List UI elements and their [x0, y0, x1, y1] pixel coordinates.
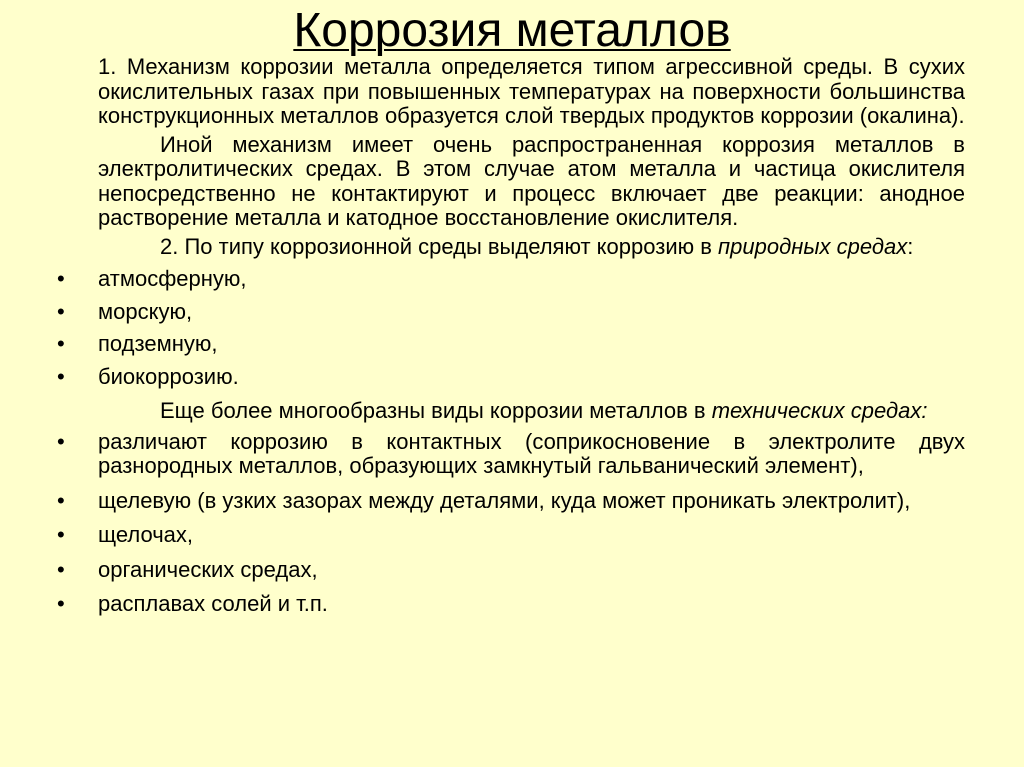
list-item-marine [55, 300, 965, 325]
paragraph-natural-media-text: 2. По типу коррозионной среды выделяют коррозию в [160, 233, 719, 259]
slide-body [55, 55, 965, 617]
list-item-molten-salts [55, 592, 965, 617]
bullet-icon: • [57, 298, 65, 324]
natural-media-term: природных средах [718, 233, 908, 259]
list-item-atmospheric [55, 267, 965, 292]
list-item-text: подземную, [98, 331, 218, 356]
bullet-icon: • [57, 522, 65, 547]
list-item-biocorrosion [55, 365, 965, 390]
list-item-text: атмосферную, [98, 266, 247, 291]
paragraph-natural-media-intro [98, 235, 965, 260]
paragraph-technical-media-intro [98, 399, 965, 424]
list-item-text: морскую, [98, 298, 193, 324]
paragraph-electrolytic-corrosion: Иной механизм имеет очень распространенная коррозия металлов в электролитических средах. В этом случае атом металла и частица окислителя непосредственно не контактируют и процесс включает две реакции: анодное растворение металла и катодное восстановление окислителя. [98, 131, 965, 230]
list-item-contact [55, 430, 965, 479]
list-item-text: различают коррозию в контактных (соприкосновение в электролите двух разнородных металлов, образующих замкнутый гальванический элемент), [98, 428, 965, 478]
list-item-crevice [55, 489, 965, 514]
bullet-icon: • [57, 266, 65, 291]
list-item-alkali [55, 523, 965, 548]
list-item-text: расплавах солей и т.п. [98, 591, 328, 616]
technical-media-term: технических средах: [711, 398, 928, 423]
page-title: Коррозия металлов [293, 4, 731, 57]
bullet-icon: • [57, 591, 65, 616]
bullet-icon: • [57, 487, 65, 513]
list-item-text: щелевую (в узких зазорах между деталями, куда может проникать электролит), [98, 487, 911, 513]
list-item-underground [55, 332, 965, 357]
paragraph-corrosion-mechanism: 1. Механизм коррозии металла определяется типом агрессивной среды. В сухих окислительных газах при повышенных температурах на поверхности большинства конструкционных металлов образуется слой твердых продуктов коррозии (окалина). [98, 54, 965, 128]
paragraph-natural-media-colon: : [907, 233, 914, 259]
bullet-icon: • [57, 428, 65, 454]
bullet-icon: • [57, 556, 65, 582]
list-item-text: биокоррозию. [98, 363, 239, 389]
list-item-text: органических средах, [98, 556, 318, 582]
bullet-icon: • [57, 331, 65, 356]
list-item-text: щелочах, [98, 522, 194, 547]
list-item-organic [55, 558, 965, 583]
bullet-icon: • [57, 363, 65, 389]
paragraph-technical-media-text: Еще более многообразны виды коррозии металлов в [160, 398, 712, 423]
